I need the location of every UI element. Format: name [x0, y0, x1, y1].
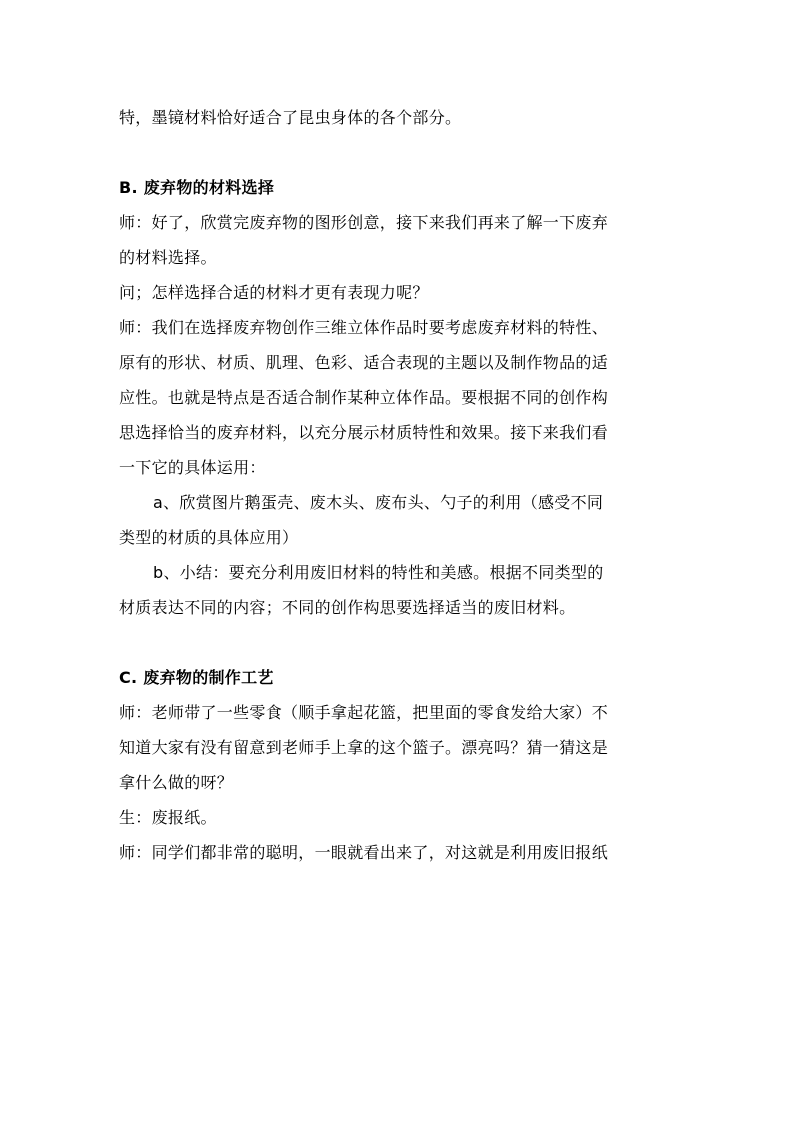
paragraph-line: 拿什么做的呀？	[119, 773, 234, 792]
blank-line	[119, 625, 679, 660]
document-body	[119, 100, 679, 870]
paragraph-line: 特，墨镜材料恰好适合了昆虫身体的各个部分。	[119, 108, 462, 127]
paragraph-line: 师：老师带了一些零食（顺手拿起花篮，把里面的零食发给大家）不	[119, 703, 609, 722]
paragraph-line: 师：我们在选择废弃物创作三维立体作品时要考虑废弃材料的特性、	[119, 318, 609, 337]
paragraph-line: 的材料选择。	[119, 248, 217, 267]
paragraph-line: 一下它的具体运用：	[119, 458, 266, 477]
paragraph-line: 类型的材质的具体应用）	[119, 528, 299, 547]
section-heading-b: B. 废弃物的材料选择	[119, 178, 275, 197]
blank-line	[119, 135, 679, 170]
paragraph-line: 思选择恰当的废弃材料，以充分展示材质特性和效果。接下来我们看	[119, 423, 609, 442]
paragraph-line: 师：同学们都非常的聪明，一眼就看出来了，对这就是利用废旧报纸	[119, 843, 609, 862]
paragraph-line: 应性。也就是特点是否适合制作某种立体作品。要根据不同的创作构	[119, 388, 609, 407]
list-item-a: a、欣赏图片鹅蛋壳、废木头、废布头、勺子的利用（感受不同	[153, 493, 604, 512]
paragraph-line: 材质表达不同的内容；不同的创作构思要选择适当的废旧材料。	[119, 598, 576, 617]
paragraph-line: 问；怎样选择合适的材料才更有表现力呢？	[119, 283, 429, 302]
paragraph-line: 生：废报纸。	[119, 808, 217, 827]
section-heading-c: C. 废弃物的制作工艺	[119, 668, 274, 687]
list-item-b: b、小结：要充分利用废旧材料的特性和美感。根据不同类型的	[153, 563, 604, 582]
paragraph-line: 知道大家有没有留意到老师手上拿的这个篮子。漂亮吗？猜一猜这是	[119, 738, 609, 757]
paragraph-line: 原有的形状、材质、肌理、色彩、适合表现的主题以及制作物品的适	[119, 353, 609, 372]
paragraph-line: 师：好了，欣赏完废弃物的图形创意，接下来我们再来了解一下废弃	[119, 213, 609, 232]
